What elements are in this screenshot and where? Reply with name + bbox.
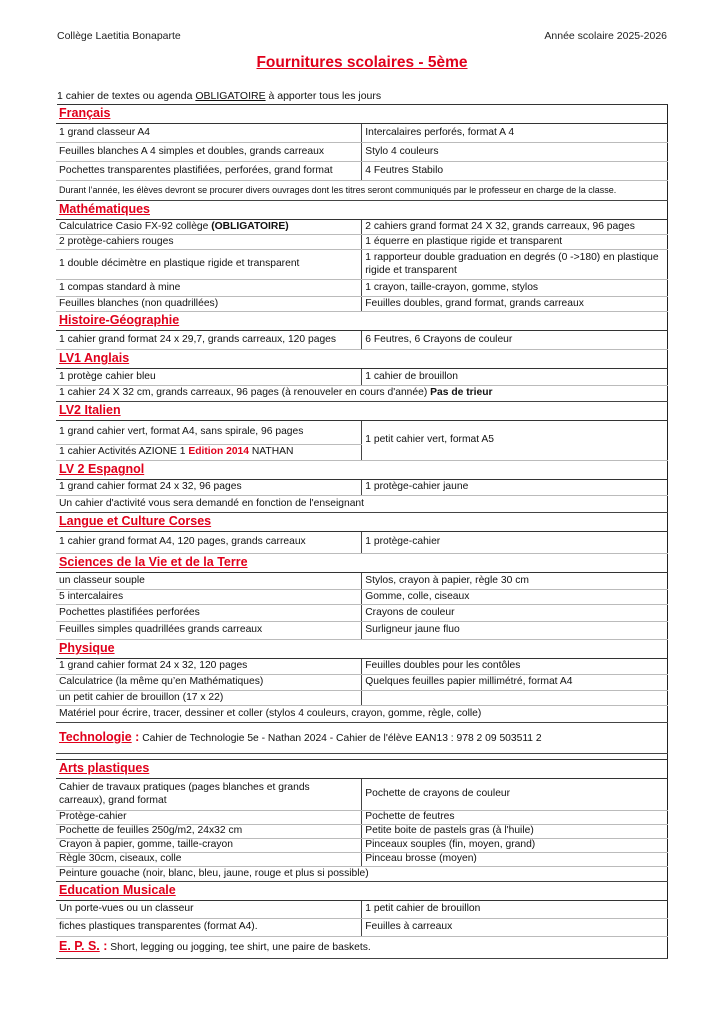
table-row	[56, 280, 668, 297]
item-right: 1 petit cahier de brouillon	[362, 901, 668, 919]
section-physique	[56, 640, 668, 659]
item-left: Un porte-vues ou un classeur	[56, 901, 362, 919]
table-row	[56, 235, 668, 250]
item-left: un petit cahier de brouillon (17 x 22)	[56, 691, 362, 706]
item-left: Feuilles simples quadrillées grands carreaux	[56, 622, 362, 640]
table-row	[56, 811, 668, 825]
item-right: Pochette de feutres	[362, 811, 668, 825]
francais-note: Durant l’année, les élèves devront se procurer divers ouvrages dont les titres seront communiqués par le professeur en charge de la classe.	[56, 181, 668, 201]
table-row	[56, 532, 668, 554]
school-year: Année scolaire 2025-2026	[544, 30, 667, 42]
table-row	[56, 605, 668, 622]
item-left: 2 protège-cahiers rouges	[56, 235, 362, 250]
section-musique	[56, 882, 668, 901]
section-title: Education Musicale	[59, 883, 176, 898]
item-full: Matériel pour écrire, tracer, dessiner et coller (stylos 4 couleurs, crayon, gomme, règle, colle)	[56, 706, 668, 723]
item-right: Stylos, crayon à papier, règle 30 cm	[362, 573, 668, 590]
item-right: 1 crayon, taille-crayon, gomme, stylos	[362, 280, 668, 297]
table-row	[56, 867, 668, 882]
item-left: 1 cahier grand format 24 x 29,7, grands carreaux, 120 pages	[56, 331, 362, 350]
table-row	[56, 573, 668, 590]
techno-colon: :	[131, 729, 140, 744]
item-left	[56, 220, 362, 235]
table-row	[56, 297, 668, 312]
item-right: Intercalaires perforés, format A 4	[362, 124, 668, 143]
section-francais	[56, 105, 668, 124]
section-title: Mathématiques	[59, 202, 150, 217]
techno-text: Cahier de Technologie 5e - Nathan 2024 - Cahier de l'élève EAN13 : 978 2 09 503511 2	[139, 732, 542, 744]
item-left: Pochette de feuilles 250g/m2, 24x32 cm	[56, 825, 362, 839]
table-row	[56, 143, 668, 162]
table-row	[56, 825, 668, 839]
item-full: Un cahier d'activité vous sera demandé en fonction de l'enseignant	[56, 496, 668, 513]
eps-title: E. P. S.	[59, 939, 100, 954]
item-left: Calculatrice (la même qu’en Mathématiques)	[56, 675, 362, 691]
item-left: Crayon à papier, gomme, taille-crayon	[56, 839, 362, 853]
item-left: un classeur souple	[56, 573, 362, 590]
item-right: Pinceau brosse (moyen)	[362, 853, 668, 867]
item-left: 1 grand cahier vert, format A4, sans spirale, 96 pages	[56, 421, 362, 445]
table-row	[56, 331, 668, 350]
item-left: Feuilles blanches (non quadrillées)	[56, 297, 362, 312]
table-row	[56, 590, 668, 605]
section-title: LV2 Italien	[59, 403, 121, 418]
item-right: 2 cahiers grand format 24 X 32, grands carreaux, 96 pages	[362, 220, 668, 235]
item-right: 1 cahier de brouillon	[362, 369, 668, 386]
table-row	[56, 853, 668, 867]
table-row	[56, 162, 668, 181]
calculator-text: Calculatrice Casio FX-92 collège	[59, 220, 212, 232]
item-left: 1 grand cahier format 24 x 32, 120 pages	[56, 659, 362, 675]
item-left: Feuilles blanches A 4 simples et doubles, grands carreaux	[56, 143, 362, 162]
item-right	[362, 691, 668, 706]
section-note	[56, 181, 668, 201]
section-title: Langue et Culture Corses	[59, 514, 212, 529]
publisher-text: NATHAN	[249, 446, 294, 458]
item-right: Quelques feuilles papier millimétré, format A4	[362, 675, 668, 691]
table-row	[56, 675, 668, 691]
section-technologie	[56, 723, 668, 754]
item-left: Règle 30cm, ciseaux, colle	[56, 853, 362, 867]
table-row	[56, 250, 668, 280]
item-full	[56, 723, 668, 754]
item-full	[56, 937, 668, 959]
item-left: 1 compas standard à mine	[56, 280, 362, 297]
school-name: Collège Laetitia Bonaparte	[57, 30, 181, 42]
section-corse	[56, 513, 668, 532]
item-right: 4 Feutres Stabilo	[362, 162, 668, 181]
item-right: Pochette de crayons de couleur	[362, 779, 668, 811]
item-right: Gomme, colle, ciseaux	[362, 590, 668, 605]
item-right: Feuilles doubles pour les contôles	[362, 659, 668, 675]
table-row	[56, 622, 668, 640]
section-maths	[56, 201, 668, 220]
techno-title: Technologie	[59, 729, 132, 744]
eps-text: Short, legging ou jogging, tee shirt, une paire de baskets.	[107, 942, 371, 954]
intro-text-before: 1 cahier de textes ou agenda	[57, 90, 196, 102]
table-row	[56, 369, 668, 386]
item-left: Cahier de travaux pratiques (pages blanches et grands carreaux), grand format	[56, 779, 362, 811]
item-left: Pochettes plastifiées perforées	[56, 605, 362, 622]
item-right: 1 équerre en plastique rigide et transparent	[362, 235, 668, 250]
section-title: LV 2 Espagnol	[59, 462, 145, 477]
item-right: Feuilles à carreaux	[362, 919, 668, 937]
item-left: Pochettes transparentes plastifiées, perforées, grand format	[56, 162, 362, 181]
section-histoire	[56, 312, 668, 331]
edition-label: Edition 2014	[188, 446, 249, 458]
table-row	[56, 386, 668, 402]
item-right: Crayons de couleur	[362, 605, 668, 622]
table-row	[56, 691, 668, 706]
table-row	[56, 659, 668, 675]
item-right: 1 protège-cahier jaune	[362, 480, 668, 496]
table-row	[56, 421, 668, 445]
item-left: 1 cahier grand format A4, 120 pages, grands carreaux	[56, 532, 362, 554]
item-right: Feuilles doubles, grand format, grands carreaux	[362, 297, 668, 312]
item-full	[56, 386, 668, 402]
azione-text: 1 cahier Activités AZIONE 1	[59, 446, 189, 458]
section-title: Sciences de la Vie et de la Terre	[59, 555, 248, 570]
item-right: Surligneur jaune fluo	[362, 622, 668, 640]
item-left: 5 intercalaires	[56, 590, 362, 605]
item-left: 1 double décimètre en plastique rigide et transparent	[56, 250, 362, 280]
item-right: 1 petit cahier vert, format A5	[362, 421, 668, 461]
section-svt	[56, 554, 668, 573]
item-left	[56, 445, 362, 461]
section-arts	[56, 760, 668, 779]
table-row	[56, 220, 668, 235]
eps-colon: :	[99, 939, 108, 954]
intro-text-after: à apporter tous les jours	[265, 90, 382, 102]
table-row	[56, 124, 668, 143]
section-title: LV1 Anglais	[59, 351, 130, 366]
section-title: Physique	[59, 641, 115, 656]
anglais-cahier-text: 1 cahier 24 X 32 cm, grands carreaux, 96 pages (à renouveler en cours d'année)	[59, 387, 431, 399]
section-title: Histoire-Géographie	[59, 313, 180, 328]
section-title	[59, 939, 107, 953]
item-left: Protège-cahier	[56, 811, 362, 825]
table-row	[56, 779, 668, 811]
table-row	[56, 919, 668, 937]
item-right: 6 Feutres, 6 Crayons de couleur	[362, 331, 668, 350]
item-full: Peinture gouache (noir, blanc, bleu, jaune, rouge et plus si possible)	[56, 867, 668, 882]
table-row	[56, 480, 668, 496]
page-title: Fournitures scolaires - 5ème	[256, 54, 468, 71]
section-title	[59, 730, 139, 744]
section-anglais	[56, 350, 668, 369]
item-left: fiches plastiques transparentes (format A4).	[56, 919, 362, 937]
table-row	[56, 901, 668, 919]
item-right: Stylo 4 couleurs	[362, 143, 668, 162]
item-right: 1 rapporteur double graduation en degrés (0 ->180) en plastique rigide et transparent	[362, 250, 668, 280]
item-left: 1 grand cahier format 24 x 32, 96 pages	[56, 480, 362, 496]
section-italien	[56, 402, 668, 421]
no-binder-label: Pas de trieur	[430, 387, 493, 399]
section-title: Français	[59, 106, 111, 121]
section-espagnol	[56, 461, 668, 480]
table-row	[56, 839, 668, 853]
table-row	[56, 706, 668, 723]
section-eps	[56, 937, 668, 959]
section-title: Arts plastiques	[59, 761, 150, 776]
item-right: Pinceaux souples (fin, moyen, grand)	[362, 839, 668, 853]
intro-text-underlined: OBLIGATOIRE	[195, 90, 266, 102]
item-left: 1 grand classeur A4	[56, 124, 362, 143]
table-row	[56, 496, 668, 513]
supplies-table	[56, 105, 668, 959]
item-right: Petite boite de pastels gras (à l'huile)	[362, 825, 668, 839]
intro-line	[57, 88, 668, 105]
item-left: 1 protège cahier bleu	[56, 369, 362, 386]
item-right: 1 protège-cahier	[362, 532, 668, 554]
mandatory-label: (OBLIGATOIRE)	[211, 220, 289, 232]
